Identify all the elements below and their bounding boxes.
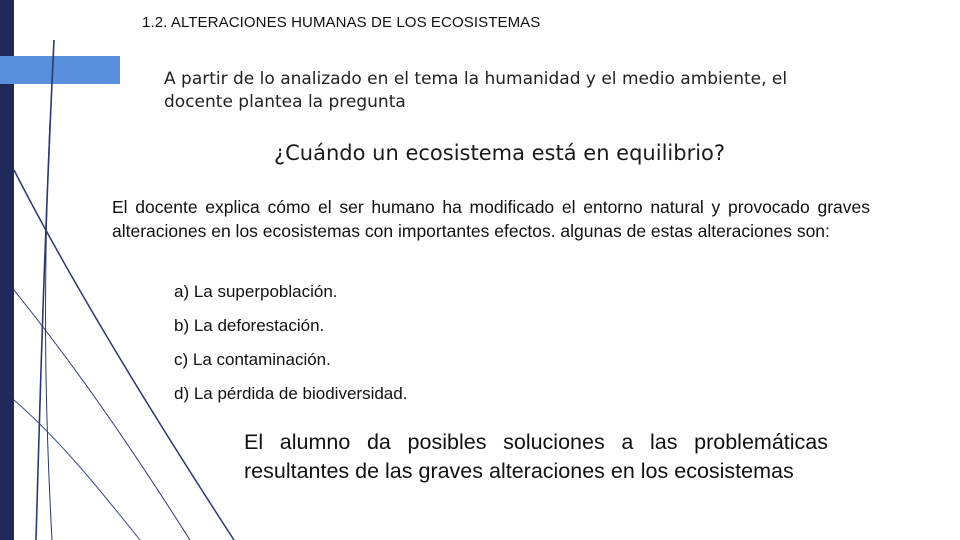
accent-block	[0, 56, 120, 84]
explanation-paragraph: El docente explica cómo el ser humano ha modificado el entorno natural y provocado graves alteraciones en los ecosistemas con importantes efectos. algunas de estas alteraciones son:	[112, 197, 870, 241]
slide-title: 1.2. ALTERACIONES HUMANAS DE LOS ECOSISTEMAS	[142, 14, 541, 31]
intro-text: A partir de lo analizado en el tema la humanidad y el medio ambiente, el docente plantea la pregunta	[164, 69, 788, 112]
alteration-item-pollution: c) La contaminación.	[174, 350, 331, 369]
guiding-question: ¿Cuándo un ecosistema está en equilibrio?	[274, 141, 726, 165]
curve-line-5	[14, 400, 140, 540]
curve-line-1	[36, 40, 54, 540]
student-task-text: El alumno da posibles soluciones a las problemáticas resultantes de las graves alteraciones en los ecosistemas	[244, 430, 828, 483]
alterations-list	[174, 280, 407, 416]
alteration-item-overpopulation: a) La superpoblación.	[174, 282, 338, 301]
alteration-item-biodiversity-loss: d) La pérdida de biodiversidad.	[174, 384, 408, 403]
curve-line-2	[46, 120, 52, 540]
alteration-item-deforestation: b) La deforestación.	[174, 316, 325, 335]
